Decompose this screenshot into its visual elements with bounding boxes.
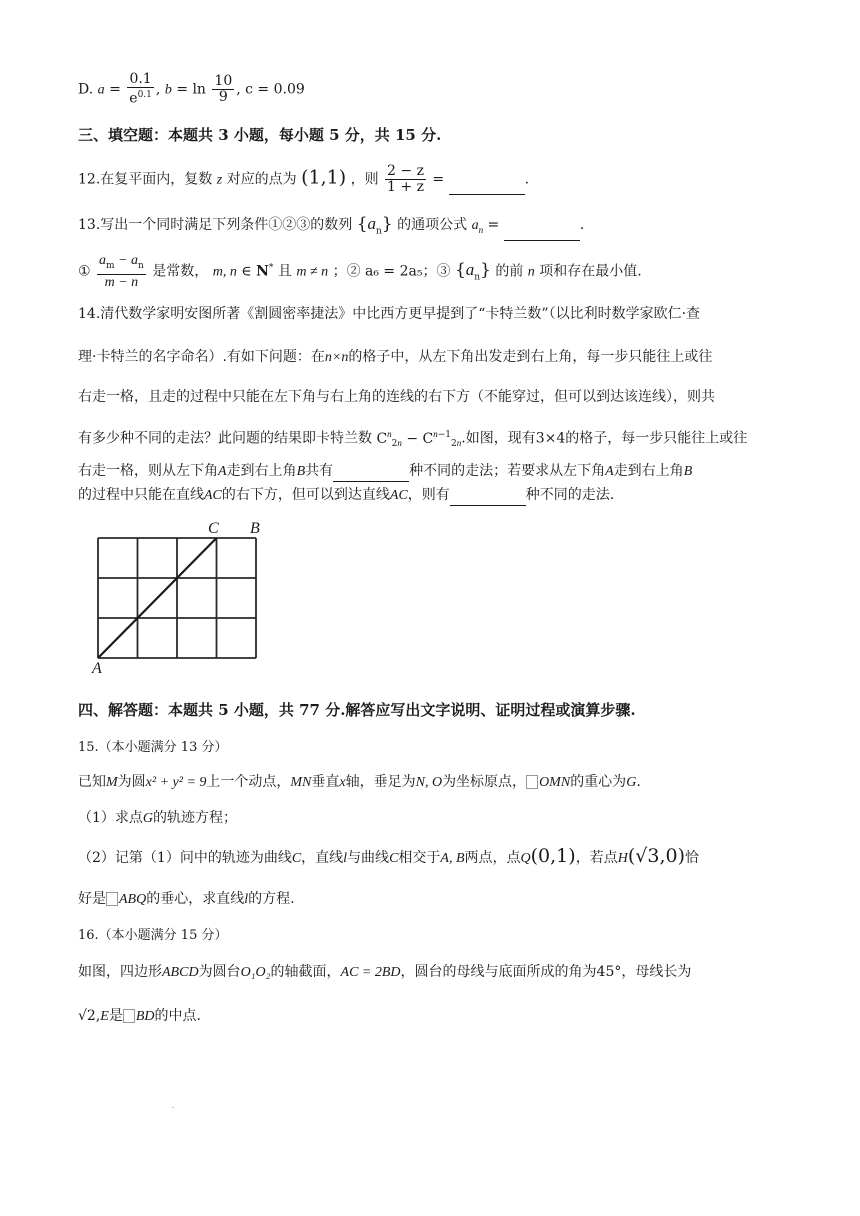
q14-line-1: 14.清代数学家明安图所著《割圆密率捷法》中比西方更早提到了“卡特兰数”（以比利时数学家欧仁·查 [78,306,701,322]
q14-B2: B [683,464,693,479]
var-a: a [97,82,105,98]
q12-frac-den: 1 + z [387,179,424,195]
q14-l6d: 种不同的走法. [525,487,615,503]
q14-line-2 [78,347,712,368]
q16-s1e: ，母线长为 [621,964,692,980]
q12-then: ，则 [350,171,379,188]
q13-cond1-den [97,275,146,290]
var-b: b [164,82,172,98]
q13-cond1-fraction [97,253,146,290]
q14-line-3: 右走一格，且走的过程中只能在左下角与右上角的连线的右下方（不能穿过，但可以到达该连线），则共 [78,389,715,405]
q15-OMN: OMN [539,775,571,790]
option-d-label: D. [78,81,94,98]
q13-seq-a: a [367,214,377,233]
q14-answer-blank-2[interactable] [450,491,526,506]
q13-suffix: . [579,217,585,233]
q15-s1e: 轴，垂足为 [345,774,416,790]
section-3-heading: 三、填空题：本题共 3 小题，每小题 5 分，共 15 分. [78,126,442,144]
q14-line-4 [78,424,747,454]
q13-seq-2: $\{a_n\}$ [454,260,491,283]
e-symbol: e [129,90,138,107]
q13-cond1-mark: ① [78,263,91,280]
q15-H-sqrt3: √3 [635,845,660,867]
q14-line-5 [78,461,692,482]
q13-cond3-n: n [527,264,535,280]
q15-M: M [106,775,118,790]
q12-var-z: z [216,172,223,188]
q15-Q: Q [520,851,531,866]
q15-s1f: 为坐标原点， [442,774,527,790]
q15-NO: N, O [415,775,443,790]
grid-figure [88,518,278,678]
q15-H-point [628,845,685,867]
e-exponent: 0.1 [137,90,152,100]
question-13-conditions [78,253,642,290]
q16-O1O2: O₁O₂ [240,965,271,980]
q15-p2b: ，直线 [301,850,344,866]
q15-s1c: 上一个动点， [206,774,291,790]
q15-l2: l [244,892,249,907]
q16-s1c: 的轴截面， [270,964,341,980]
q15-p2c: 与曲线 [347,850,390,866]
label-B: B [250,520,260,537]
q15-Q-point: (0,1) [530,845,576,867]
q12-mid: 对应的点为 [226,171,297,188]
q14-l2b: 的格子中，从左下角出发走到右上角，每一步只能往上或往 [348,349,713,365]
q16-BD: BD [135,1009,155,1024]
q12-suffix: . [524,171,530,188]
q15-s1b: 为圆 [117,774,146,790]
q15-C: C [291,851,302,866]
stray-dot [172,1107,174,1108]
q15-p3b: 的垂心，求直线 [146,891,245,907]
q15-s1h: . [636,774,641,790]
q15-H-close: ,0) [659,845,685,867]
q14-AC: AC [204,488,222,503]
q14-grid-size: 3×4 [535,430,566,447]
option-d: D. a = $\frac{0.1}{e^{0.1}}$ , b = ln $\frac{10}{9}$ , c = 0.09 [78,71,305,107]
q14-answer-blank-1[interactable] [333,467,409,482]
q15-p3c: 的方程. [248,891,295,907]
q15-x: x [339,775,346,790]
q13-cond1-text: 是常数， [152,263,209,280]
q15-p1a: （1）求点 [78,810,143,826]
q16-s2c: 的中点. [154,1008,201,1024]
q15-l: l [343,851,348,866]
frac-a-num: 0.1 [127,72,154,88]
q16-statement-cont [78,1006,201,1027]
frac-b-den: 9 [218,88,228,105]
q13-cond1-den-text: m − n [104,274,139,290]
q15-circle-eq: x² + y² = 9 [145,775,207,790]
q15-G2: G [142,811,154,826]
q14-C1: C [376,430,388,447]
q15-p1b: 的轨迹方程； [153,810,238,826]
q15-H: H [617,851,628,866]
q15-part-1 [78,808,237,829]
q16-s1a: 如图，四边形 [78,964,162,980]
q15-G: G [626,775,637,790]
q15-p2a: （2）记第（1）问中的轨迹为曲线 [78,850,292,866]
q13-cond1-num [97,253,146,275]
q14-l5d: 种不同的走法；若要求从左下角 [409,463,606,479]
q16-sqrt2: √2, [78,1008,101,1024]
q15-s1a: 已知 [78,774,106,790]
q13-cond2: ；② a₆ = 2a₅；③ [332,263,451,280]
q15-MN: MN [290,775,312,790]
diagonal-AC [98,538,217,658]
q15-p2f: ，若点 [575,850,618,866]
q14-B: B [296,464,306,479]
q13-cond1-vars: m, n [212,264,237,280]
fraction-a [127,72,154,107]
q13-sub-n: n [138,260,144,271]
q16-s2b: 是 [108,1008,123,1024]
q13-cond3-end: 项和存在最小值. [539,263,642,280]
q13-cond3-tail: 的前 [495,263,524,280]
q15-p2g: 恰 [684,850,699,866]
q14-nxn: n×n [324,350,349,365]
q16-s1b: 为圆台 [198,964,241,980]
grid-lines [98,538,256,658]
frac-b-num: 10 [214,72,233,89]
q13-an: $a_n$ [471,218,484,235]
q16-s1d: ，圆台的母线与底面所成的角为 [400,964,597,980]
triangle-symbol-box [526,775,538,789]
q16-angle: 45° [596,964,622,980]
q14-l5a: 右走一格，则从左下角 [78,463,218,479]
q13-cond1-an: − a [114,253,139,268]
q14-l4c: 的格子，每一步只能往上或往 [565,430,748,447]
q12-answer-blank[interactable] [449,180,525,195]
section-4-heading: 四、解答题：本题共 5 小题，共 77 分.解答应写出文字说明、证明过程或演算步骤. [78,701,636,719]
q13-sub-m: m [106,260,115,271]
q16-E: E [100,1009,109,1024]
q12-point: (1,1) [301,166,347,189]
q13-set-N: N [256,263,269,280]
q15-p3a: 好是 [78,891,106,907]
q15-ABQ: ABQ [119,892,147,907]
q13-mid: 的通项公式 [397,217,468,233]
q14-AC2: AC [389,488,408,503]
q14-l6b: 的右下方，但可以到达直线 [221,487,390,503]
q13-answer-blank[interactable] [504,226,580,241]
var-c-expr: c = 0.09 [245,81,305,98]
q15-H-open: ( [627,845,636,867]
q14-A2: A [605,464,614,479]
q13-set-sup: * [268,262,274,273]
q12-fraction [385,164,426,195]
fraction-b [212,74,234,105]
q14-line-6 [78,485,614,506]
arc-symbol-box [123,1009,135,1023]
ln-symbol: ln [192,81,206,98]
q16-statement [78,962,691,983]
q15-statement [78,772,641,793]
q13-seq: $\{a_n\}$ [356,214,393,237]
q14-l5b: 走到右上角 [226,463,297,479]
q13-in-symbol: ∈ [241,263,252,280]
q13-seq-sub: n [376,226,382,237]
q15-part-2 [78,846,699,869]
q15-header: 15.（本小题满分 13 分） [78,740,228,755]
q14-l5e: 走到右上角 [613,463,684,479]
q14-catalan-formula: $C^n_{2n} - C^{n-1}_{2n}$ [376,429,462,450]
q15-part-2-cont [78,889,295,910]
q14-A: A [218,464,227,479]
q15-p2e: 两点，点 [464,850,521,866]
q15-AB: A, B [440,851,465,866]
q16-header: 16.（本小题满分 15 分） [78,928,228,943]
frac-a-den [127,88,154,107]
triangle-symbol-box-2 [106,892,118,906]
question-12: 12.在复平面内，复数 z 对应的点为 (1,1) ，则 $\frac{2 - z}{1 + z}$ = . [78,163,530,195]
q12-frac-num: 2 − z [387,163,424,179]
q16-ABCD: ABCD [162,965,199,980]
q14-l6a: 的过程中只能在直线 [78,487,204,503]
q13-neq: m ≠ n [296,264,329,280]
q13-prefix: 13.写出一个同时满足下列条件①②③的数列 [78,217,353,233]
q15-s1g: 的重心为 [570,774,627,790]
q15-p2d: 相交于 [398,850,441,866]
question-13: 13.写出一个同时满足下列条件①②③的数列 $\{a_n\}$ 的通项公式 $a_n$ = . [78,214,584,241]
q14-l2a: 理·卡特兰的名字命名）.有如下问题：在 [78,349,325,365]
label-C: C [208,520,219,537]
q14-l4a: 有多少种不同的走法？此问题的结果即卡特兰数 [78,430,372,447]
label-A: A [92,660,102,677]
q12-prefix: 12.在复平面内，复数 [78,171,213,188]
q16-eq: AC = 2BD [340,965,401,980]
q15-C2: C [389,851,399,866]
q13-cond1-am: a [99,253,107,268]
q13-and: 且 [277,263,292,280]
q15-s1d: 垂直 [311,774,340,790]
q14-l5c: 共有 [305,463,334,479]
q14-l4b: .如图，现有 [461,430,536,447]
q14-l6c: ，则有 [407,487,450,503]
